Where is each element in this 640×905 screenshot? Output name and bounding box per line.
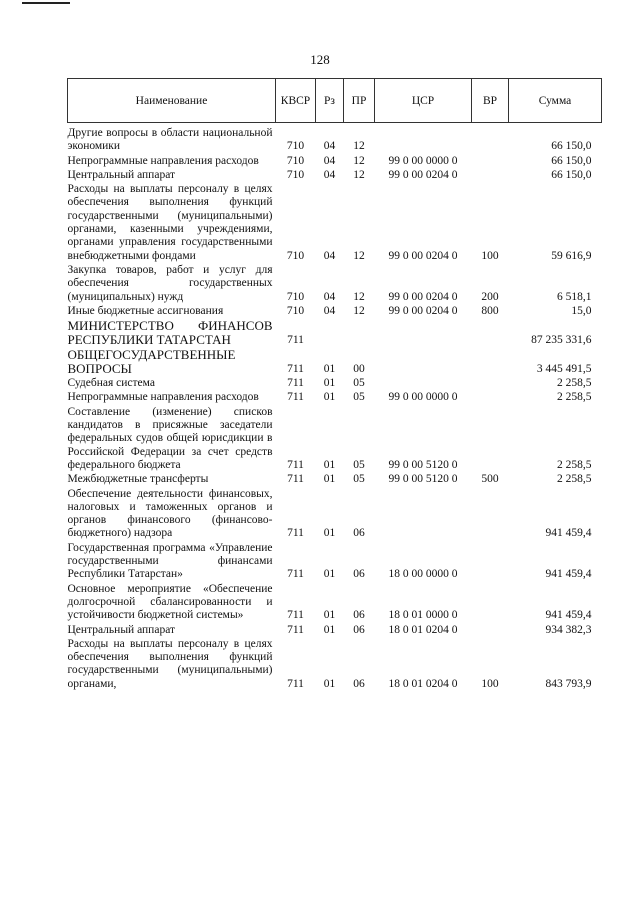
cell-pr: 05	[353, 473, 365, 486]
cell-rz: 01	[323, 473, 336, 486]
cell-csr: 99 0 00 0204 0	[388, 168, 458, 181]
cell-vr	[472, 623, 509, 637]
cell-sum: 3 445 491,5	[536, 362, 592, 375]
cell-sum: 941 459,4	[545, 527, 592, 540]
cell-pr: 12	[353, 304, 365, 317]
table-row	[68, 154, 602, 168]
cell-pr: 00	[353, 362, 365, 375]
table-row	[68, 405, 602, 472]
cell-sum: 2 258,5	[557, 391, 592, 404]
cell-kvsr: 710	[286, 249, 305, 262]
cell-csr: 99 0 00 0204 0	[388, 290, 458, 303]
cell-name: Судебная система	[67, 377, 155, 390]
budget-table	[67, 78, 602, 691]
cell-rz: 04	[323, 249, 336, 262]
cell-kvsr: 710	[286, 304, 305, 317]
cell-vr	[472, 390, 509, 404]
table-body	[68, 126, 602, 691]
header-kvsr: КВСР	[276, 79, 316, 123]
cell-csr	[375, 376, 472, 390]
cell-sum: 15,0	[571, 304, 592, 317]
cell-kvsr: 711	[287, 362, 304, 375]
cell-vr	[472, 376, 509, 390]
cell-name: Иные бюджетные ассигнования	[67, 304, 224, 317]
cell-vr	[472, 168, 509, 182]
cell-pr: 12	[353, 154, 365, 167]
cell-csr: 18 0 01 0204 0	[388, 623, 458, 636]
cell-pr	[344, 318, 375, 347]
cell-sum: 66 150,0	[551, 168, 592, 181]
table-row	[68, 472, 602, 486]
cell-vr	[472, 347, 509, 376]
cell-sum: 6 518,1	[557, 290, 592, 303]
cell-sum: 934 382,3	[545, 623, 592, 636]
cell-rz: 01	[323, 623, 336, 636]
cell-vr	[472, 405, 509, 472]
cell-name: Межбюджетные трансферты	[67, 473, 209, 486]
cell-rz: 01	[323, 362, 336, 375]
cell-name: Центральный аппарат	[67, 168, 176, 181]
cell-sum: 66 150,0	[551, 140, 592, 153]
cell-vr: 800	[481, 304, 499, 317]
cell-pr: 12	[353, 140, 365, 153]
table-row	[68, 637, 602, 691]
cell-rz	[316, 318, 344, 347]
cell-rz: 01	[323, 377, 336, 390]
cell-pr: 12	[353, 290, 365, 303]
cell-kvsr: 711	[287, 391, 304, 404]
cell-rz: 04	[323, 154, 336, 167]
cell-vr	[472, 154, 509, 168]
table-row	[68, 263, 602, 304]
cell-csr: 99 0 00 0204 0	[388, 304, 458, 317]
cell-csr: 99 0 00 0204 0	[388, 249, 458, 262]
cell-kvsr: 711	[287, 677, 304, 690]
table-row	[68, 390, 602, 404]
cell-rz: 01	[323, 458, 336, 471]
header-name: Наименование	[68, 79, 276, 123]
cell-csr: 99 0 00 5120 0	[388, 473, 458, 486]
header-vr: ВР	[472, 79, 509, 123]
cell-name: Другие вопросы в области национальной экономики	[67, 127, 273, 153]
cell-csr: 99 0 00 5120 0	[388, 458, 458, 471]
cell-name: Расходы на выплаты персоналу в целях обеспечения выполнения функций государственными (муниципальными) органами, казенными учреждениями, органами управления государственными внебюджетными фондами	[67, 183, 273, 262]
table-row	[68, 304, 602, 318]
cell-rz: 01	[323, 527, 336, 540]
top-rule	[22, 2, 70, 4]
cell-name: МИНИСТЕРСТВО ФИНАНСОВ РЕСПУБЛИКИ ТАТАРСТАН	[67, 318, 273, 348]
cell-kvsr: 710	[286, 168, 305, 181]
cell-vr	[472, 126, 509, 154]
cell-rz: 01	[323, 609, 336, 622]
table-row	[68, 347, 602, 376]
cell-name: Обеспечение деятельности финансовых, налоговых и таможенных органов и органов финансового (финансово-бюджетного) надзора	[67, 487, 273, 540]
cell-rz: 04	[323, 168, 336, 181]
table-header-row	[68, 79, 602, 123]
table-row	[68, 126, 602, 154]
header-rz: Рз	[316, 79, 344, 123]
table-row	[68, 376, 602, 390]
table-row	[68, 623, 602, 637]
table-row	[68, 487, 602, 541]
cell-kvsr: 711	[287, 458, 304, 471]
cell-pr: 06	[353, 623, 365, 636]
cell-kvsr: 711	[287, 527, 304, 540]
cell-sum: 2 258,5	[557, 377, 592, 390]
cell-csr	[375, 126, 472, 154]
cell-vr	[472, 487, 509, 541]
cell-pr: 06	[353, 527, 365, 540]
cell-name: ОБЩЕГОСУДАРСТВЕННЫЕ ВОПРОСЫ	[67, 347, 236, 377]
page-number: 128	[310, 52, 330, 67]
cell-vr	[472, 318, 509, 347]
cell-name: Непрограммные направления расходов	[67, 391, 259, 404]
cell-pr: 12	[353, 168, 365, 181]
cell-kvsr: 710	[286, 290, 305, 303]
cell-pr: 06	[353, 677, 365, 690]
cell-sum: 2 258,5	[557, 458, 592, 471]
cell-rz: 01	[323, 568, 336, 581]
cell-csr	[375, 487, 472, 541]
cell-rz: 01	[323, 677, 336, 690]
cell-vr: 500	[481, 473, 499, 486]
cell-vr	[472, 541, 509, 582]
table-row	[68, 582, 602, 623]
cell-pr: 12	[353, 249, 365, 262]
cell-sum: 941 459,4	[545, 609, 592, 622]
cell-vr: 200	[481, 290, 499, 303]
cell-name: Государственная программа «Управление государственными финансами Республики Татарстан»	[67, 541, 273, 581]
cell-name: Основное мероприятие «Обеспечение долгосрочной сбалансированности и устойчивости бюджетной системы»	[67, 582, 273, 622]
cell-kvsr: 711	[287, 609, 304, 622]
table-row	[68, 318, 602, 347]
cell-sum: 87 235 331,6	[531, 333, 592, 346]
cell-pr: 05	[353, 377, 365, 390]
cell-vr	[472, 582, 509, 623]
cell-sum: 66 150,0	[551, 154, 592, 167]
cell-kvsr: 711	[287, 377, 304, 390]
cell-kvsr: 710	[286, 154, 305, 167]
cell-name: Центральный аппарат	[67, 623, 176, 636]
cell-csr: 18 0 01 0000 0	[388, 609, 458, 622]
cell-csr	[375, 347, 472, 376]
cell-kvsr: 711	[287, 473, 304, 486]
cell-pr: 06	[353, 609, 365, 622]
header-sum: Сумма	[509, 79, 602, 123]
cell-csr: 18 0 01 0204 0	[388, 677, 458, 690]
cell-sum: 941 459,4	[545, 568, 592, 581]
cell-rz: 04	[323, 140, 336, 153]
cell-csr: 99 0 00 0000 0	[388, 154, 458, 167]
cell-vr: 100	[481, 249, 499, 262]
header-pr: ПР	[344, 79, 375, 123]
cell-pr: 05	[353, 458, 365, 471]
cell-csr: 99 0 00 0000 0	[388, 391, 458, 404]
cell-kvsr: 710	[286, 140, 305, 153]
cell-name: Расходы на выплаты персоналу в целях обеспечения выполнения функций государственными (муниципальными) органами,	[67, 637, 273, 690]
cell-sum: 843 793,9	[545, 677, 592, 690]
cell-kvsr: 711	[287, 623, 304, 636]
cell-sum: 2 258,5	[557, 473, 592, 486]
table-row	[68, 168, 602, 182]
cell-rz: 04	[323, 304, 336, 317]
cell-pr: 06	[353, 568, 365, 581]
cell-name: Составление (изменение) списков кандидатов в присяжные заседатели федеральных судов общей юрисдикции в Российской Федерации за счет средств федерального бюджета	[67, 405, 273, 471]
cell-pr: 05	[353, 391, 365, 404]
table-row	[68, 541, 602, 582]
cell-sum: 59 616,9	[551, 249, 592, 262]
cell-rz: 01	[323, 391, 336, 404]
cell-kvsr: 711	[287, 333, 304, 346]
cell-rz: 04	[323, 290, 336, 303]
cell-name: Непрограммные направления расходов	[67, 154, 259, 167]
cell-vr: 100	[481, 677, 499, 690]
cell-kvsr: 711	[287, 568, 304, 581]
table-row	[68, 182, 602, 263]
header-csr: ЦСР	[375, 79, 472, 123]
cell-csr: 18 0 00 0000 0	[388, 568, 458, 581]
cell-csr	[375, 318, 472, 347]
cell-name: Закупка товаров, работ и услуг для обеспечения государственных (муниципальных) нужд	[67, 263, 273, 303]
